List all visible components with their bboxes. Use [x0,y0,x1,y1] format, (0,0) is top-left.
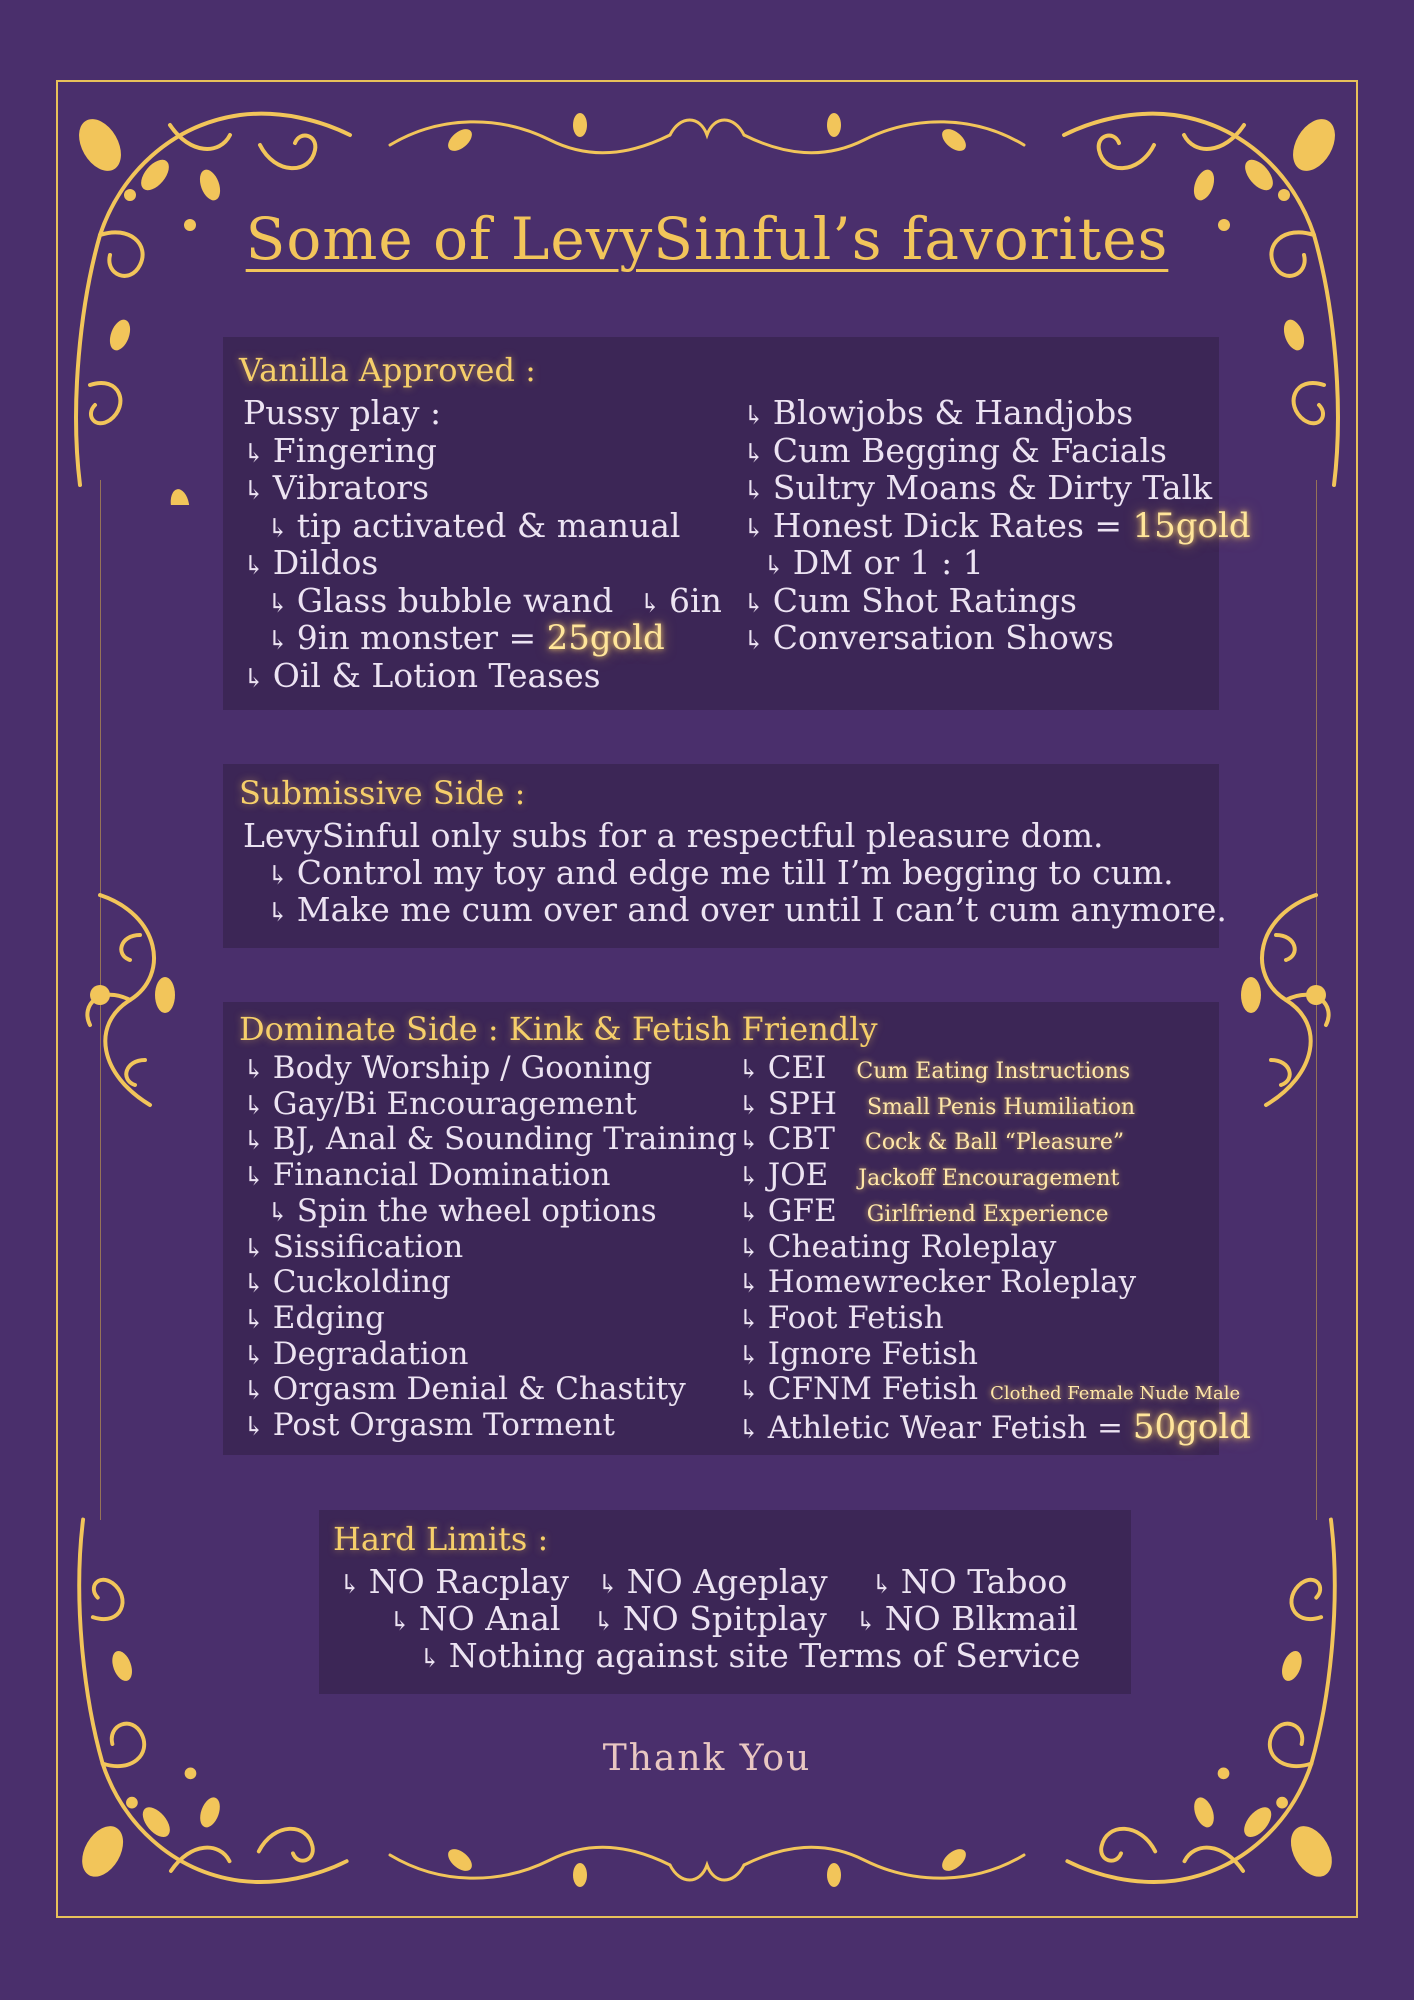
list-item [267,890,1227,929]
list-item [243,1407,615,1443]
arrow-icon: ↳ [871,1570,893,1600]
arrow-icon: ↳ [738,1162,760,1193]
item-label: SPH [767,1085,837,1122]
arrow-icon: ↳ [243,1162,265,1193]
list-item [243,543,378,582]
vanilla-approved-panel [223,337,1251,710]
list-item [243,1300,385,1336]
list-item [738,1086,1135,1122]
hard-limit-label: NO Blkmail [884,1599,1079,1638]
arrow-icon: ↳ [243,476,265,506]
list-item [267,581,722,620]
right-mid-ornament [1226,875,1346,1125]
list-item [243,468,429,507]
item-label: Sissification [272,1228,464,1265]
vanilla-heading: Vanilla Approved : [239,351,536,389]
arrow-icon: ↳ [738,1340,760,1371]
item-label: Dildos [272,543,379,582]
list-item [267,853,1174,892]
item-label: CBT [767,1121,835,1158]
item-label: Control my toy and edge me till I’m begging to cum. [296,853,1174,892]
hard-limit-label: NO Ageplay [626,1562,828,1601]
list-item [743,431,1167,470]
left-mid-ornament [70,875,190,1125]
item-label: Ignore Fetish [767,1335,978,1372]
arrow-icon: ↳ [855,1607,877,1637]
item-extra-label: 6in [669,580,722,620]
item-label: Sultry Moans & Dirty Talk [772,468,1213,507]
arrow-icon: ↳ [593,1607,615,1637]
abbreviation-meaning: Clothed Female Nude Male [990,1383,1241,1405]
list-item [243,1371,686,1407]
item-label: Foot Fetish [767,1299,944,1336]
arrow-icon: ↳ [738,1376,760,1407]
list-item [267,1193,657,1229]
list-item [738,1371,1240,1407]
hard-limit-label: NO Anal [418,1599,561,1638]
arrow-icon: ↳ [243,1269,265,1300]
item-label: Gay/Bi Encouragement [272,1085,637,1122]
arrow-icon: ↳ [743,588,765,619]
arrow-icon: ↳ [243,1233,265,1264]
item-extra [639,581,722,620]
item-label: Cum Shot Ratings [772,580,1077,620]
hard-limits-heading: Hard Limits : [333,1520,549,1558]
hard-limit-item [419,1636,1080,1675]
list-item [243,1050,652,1086]
submissive-heading: Submissive Side : [239,774,526,812]
item-label: tip activated & manual [296,505,681,545]
hard-limit-label: NO Spitplay [622,1599,827,1638]
arrow-icon: ↳ [243,438,265,469]
item-label: Body Worship / Gooning [272,1050,653,1086]
list-item [738,1336,978,1372]
arrow-icon: ↳ [243,551,265,581]
list-item [243,1229,463,1265]
arrow-icon: ↳ [389,1607,411,1637]
item-label: Blowjobs & Handjobs [772,393,1134,432]
hard-limit-item [389,1599,561,1638]
list-item [738,1300,944,1336]
hard-limit-item [855,1599,1078,1638]
list-item [243,1336,468,1372]
hard-limit-item [339,1562,569,1601]
abbreviation-meaning: Girlfriend Experience [866,1201,1109,1227]
hard-limit-label: NO Taboo [900,1562,1068,1601]
arrow-icon: ↳ [743,513,765,544]
item-label: Edging [272,1299,385,1336]
list-item [243,1086,637,1122]
abbreviation-meaning: Jackoff Encouragement [858,1166,1120,1192]
arrow-icon: ↳ [243,663,265,694]
item-label: Homewrecker Roleplay [767,1264,1137,1301]
arrow-icon: ↳ [243,1126,265,1157]
arrow-icon: ↳ [267,861,289,891]
item-label: Make me cum over and over until I can’t cum anymore. [296,890,1227,929]
list-item [738,1407,1251,1447]
item-label: Vibrators [272,468,430,507]
item-label: GFE [767,1192,837,1229]
list-item [743,506,1251,546]
arrow-icon: ↳ [597,1570,619,1600]
item-label: Fingering [272,430,437,470]
abbreviation-meaning: Small Penis Humiliation [866,1094,1136,1120]
arrow-icon: ↳ [763,551,785,581]
arrow-icon: ↳ [267,898,289,928]
abbreviation-meaning: Cum Eating Instructions [856,1059,1131,1084]
item-label: Orgasm Denial & Chastity [272,1371,686,1408]
arrow-icon: ↳ [243,1376,265,1407]
list-item [267,506,681,545]
hard-limit-item [597,1562,828,1601]
list-item [243,431,437,470]
arrow-icon: ↳ [738,1269,760,1300]
abbreviation-meaning: Cock & Ball “Pleasure” [864,1130,1125,1156]
item-label: Spin the wheel options [296,1192,657,1229]
item-label: CEI [767,1050,827,1086]
arrow-icon: ↳ [743,438,765,469]
arrow-icon: ↳ [267,513,289,544]
arrow-icon: ↳ [243,1090,265,1121]
item-label: Cum Begging & Facials [772,430,1167,470]
list-item [738,1157,1119,1193]
arrow-icon: ↳ [639,588,662,619]
list-item [738,1193,1108,1229]
item-label: Cuckolding [272,1264,451,1301]
item-label: Cheating Roleplay [767,1228,1057,1265]
list-item [243,816,1104,855]
item-label: CFNM Fetish [767,1371,979,1408]
item-label: Pussy play : [243,393,442,432]
submissive-side-panel [223,764,1227,948]
hard-limit-label: Nothing against site Terms of Service [448,1636,1081,1675]
gold-price: 25gold [546,618,665,658]
arrow-icon: ↳ [738,1126,760,1157]
list-item [743,581,1077,620]
dominate-side-panel [223,1002,1251,1455]
item-label: Degradation [272,1335,469,1372]
gold-price: 50gold [1132,1407,1251,1447]
list-item [267,618,665,658]
list-item [743,618,1114,657]
corner-ornament-bottom-left [60,1500,360,1910]
arrow-icon: ↳ [243,1340,265,1371]
list-item [243,1121,737,1157]
list-item [243,656,601,695]
arrow-icon: ↳ [243,1412,265,1442]
hard-limit-item [593,1599,827,1638]
item-label: 9in monster = [296,618,547,657]
arrow-icon: ↳ [267,626,289,656]
list-item [738,1264,1136,1300]
item-label: Conversation Shows [772,618,1115,657]
arrow-icon: ↳ [243,1304,265,1335]
item-label: JOE [767,1157,829,1194]
hard-limit-label: NO Racplay [368,1562,569,1601]
list-item [743,393,1133,432]
arrow-icon: ↳ [738,1197,760,1228]
item-label: LevySinful only subs for a respectful pleasure dom. [243,816,1104,855]
arrow-icon: ↳ [743,476,765,506]
arrow-icon: ↳ [738,1090,760,1121]
arrow-icon: ↳ [738,1415,760,1445]
arrow-icon: ↳ [419,1644,441,1674]
thank-you-text: Thank You [602,1738,812,1779]
item-label: BJ, Anal & Sounding Training [272,1121,737,1158]
item-label: Athletic Wear Fetish = [767,1410,1133,1446]
list-item [738,1050,1130,1086]
item-label: Financial Domination [272,1157,611,1194]
bottom-center-ornament [380,1825,1034,1905]
arrow-icon: ↳ [743,626,765,656]
list-item [243,393,441,432]
arrow-icon: ↳ [743,401,765,431]
hard-limit-item [871,1562,1067,1601]
list-item [743,468,1212,507]
dominate-heading: Dominate Side : Kink & Fetish Friendly [239,1010,878,1048]
arrow-icon: ↳ [339,1570,361,1600]
item-label: Honest Dick Rates = [772,505,1133,545]
arrow-icon: ↳ [738,1055,760,1085]
list-item [738,1121,1124,1157]
arrow-icon: ↳ [738,1233,760,1264]
page-title: Some of LevySinful’s favorites [245,205,1169,273]
arrow-icon: ↳ [267,588,289,619]
hard-limits-panel [319,1510,1131,1694]
item-label: DM or 1 : 1 [792,543,984,582]
arrow-icon: ↳ [267,1197,289,1228]
list-item [738,1229,1056,1265]
item-label: Oil & Lotion Teases [272,655,601,695]
gold-price: 15gold [1132,505,1251,546]
arrow-icon: ↳ [738,1304,760,1335]
list-item [763,543,984,582]
list-item [243,1157,610,1193]
item-label: Glass bubble wand [296,580,614,620]
top-center-ornament [380,95,1034,175]
list-item [243,1264,451,1300]
item-label: Post Orgasm Torment [272,1407,615,1443]
arrow-icon: ↳ [243,1055,265,1085]
